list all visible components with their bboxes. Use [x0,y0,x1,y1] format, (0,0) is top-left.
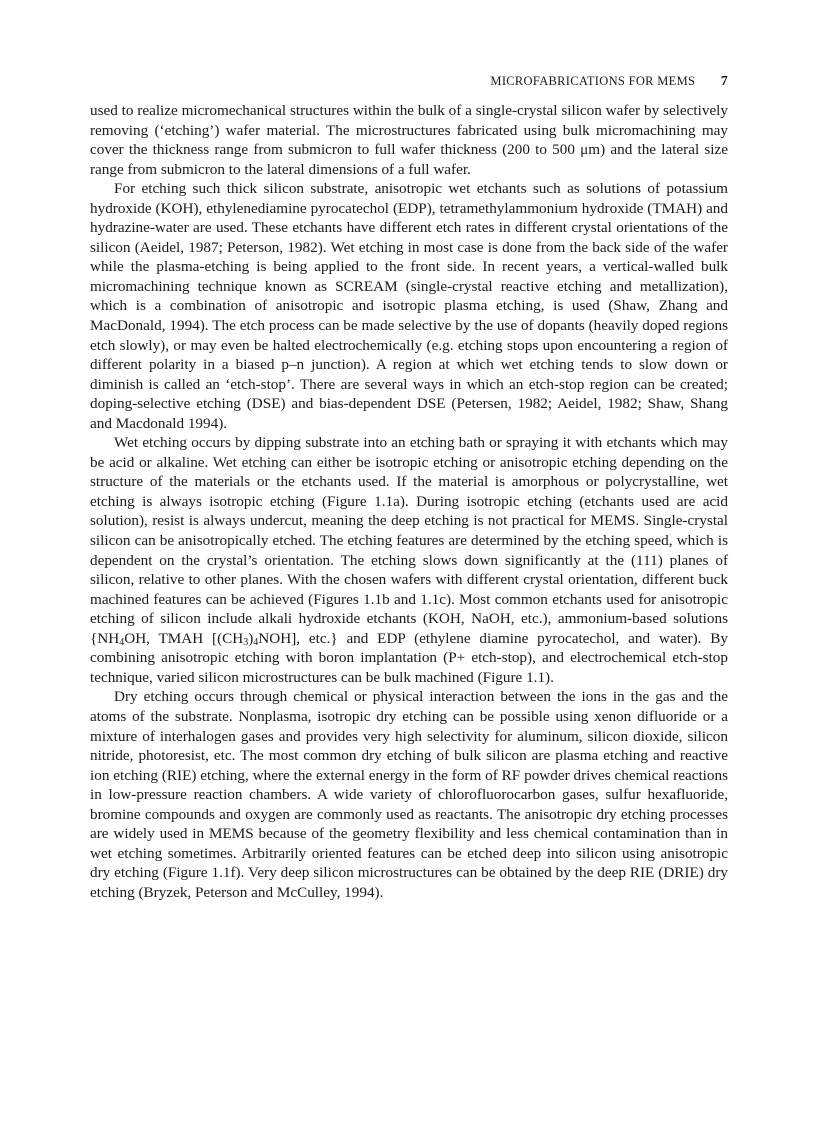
page-number: 7 [720,74,728,89]
paragraph-anisotropic-etchants: For etching such thick silicon substrate, anisotropic wet etchants such as solutions of potassium hydroxide (KOH), ethylenediamine pyrocatechol (EDP), tetramethylammonium hydroxide (TMAH) and hydrazine-water are used. These etchants have different etch rates in different crystal orientations of the silicon (Aeidel, 1987; Peterson, 1982). Wet etching in most case is done from the back side of the wafer while the plasma-etching is being applied to the front side. In recent years, a vertical-walled bulk micromachining technique known as SCREAM (single-crystal reactive etching and metallization), which is a combination of anisotropic and isotropic plasma etching, is used (Shaw, Zhang and MacDonald, 1994). The etch process can be made selective by the use of dopants (heavily doped regions etch slowly), or may even be halted electrochemically (e.g. etching stops upon encountering a region of different polarity in a biased p–n junction). A region at which wet etching tends to slow down or diminish is called an ‘etch-stop’. There are several ways in which an etch-stop region can be created; doping-selective etching (DSE) and bias-dependent DSE (Petersen, 1982; Aeidel, 1982; Shaw, Shang and Macdonald 1994). [90,180,728,432]
running-head [490,74,728,90]
subscript-ch3: 3 [243,636,249,648]
subscript-nh4: 4 [119,636,125,648]
wet-etching-text-4: NOH], etc.} and EDP (ethylene diamine pyrocatechol, and water). By combining anisotropic etching with boron implantation (P+ etch-stop), and electrochemical etch-stop technique, varied silicon microstructures can be bulk machined (Figure 1.1). [90,629,728,686]
paragraph-bulk-micromachining: used to realize micromechanical structures within the bulk of a single-crystal silicon wafer by selectively removing (‘etching’) wafer material. The microstructures fabricated using bulk micromachining may cover the thickness range from submicron to full wafer thickness (200 to 500 μm) and the lateral size range from submicron to the lateral dimensions of a full wafer. [90,102,728,178]
paragraph-wet-etching [90,433,728,687]
wet-etching-text-1: Wet etching occurs by dipping substrate into an etching bath or spraying it with etchants which may be acid or alkaline. Wet etching can either be isotropic etching or anisotropic etching depending on the structure of the materials or the etchants used. If the material is amorphous or polycrystalline, wet etching is always isotropic etching (Figure 1.1a). During isotropic etching (etchants used are acid solution), resist is always undercut, meaning the deep etching is not practical for MEMS. Single-crystal silicon can be anisotropically etched. The etching features are determined by the etching speed, which is dependent on the crystal’s orientation. The etching slows down significantly at the (111) planes of silicon, relative to other planes. With the chosen wafers with different crystal orientation, different buck machined features can be achieved (Figures 1.1b and 1.1c). Most common etchants used for anisotropic etching of silicon include alkali hydroxide etchants (KOH, NaOH, etc.), ammonium-based solutions {NH [90,434,728,647]
running-head-title: MICROFABRICATIONS FOR MEMS [490,74,696,88]
wet-etching-text-2: OH, TMAH [(CH [124,629,244,647]
paragraph-dry-etching: Dry etching occurs through chemical or physical interaction between the ions in the gas and the atoms of the substrate. Nonplasma, isotropic dry etching can be possible using xenon difluoride or a mixture of interhalogen gases and provides very high selectivity for aluminum, silicon dioxide, silicon nitride, photoresist, etc. The most common dry etching of bulk silicon are plasma etching and reactive ion etching (RIE) etching, where the external energy in the form of RF powder drives chemical reactions in low-pressure reaction chambers. A wide variety of chlorofluorocarbon gases, sulfur hexafluoride, bromine compounds and oxygen are commonly used as reactants. The anisotropic dry etching processes are widely used in MEMS because of the geometry flexibility and less chemical contamination than in wet etching sometimes. Arbitrarily oriented features can be etched deep into silicon using anisotropic dry etching (Figure 1.1f). Very deep silicon microstructures can be obtained by the deep RIE (DRIE) dry etching (Bryzek, Peterson and McCulley, 1994). [90,688,728,901]
wet-etching-text-3: ) [248,629,254,647]
body-text [90,101,728,902]
subscript-4: 4 [253,636,259,648]
document-page [90,0,728,1123]
